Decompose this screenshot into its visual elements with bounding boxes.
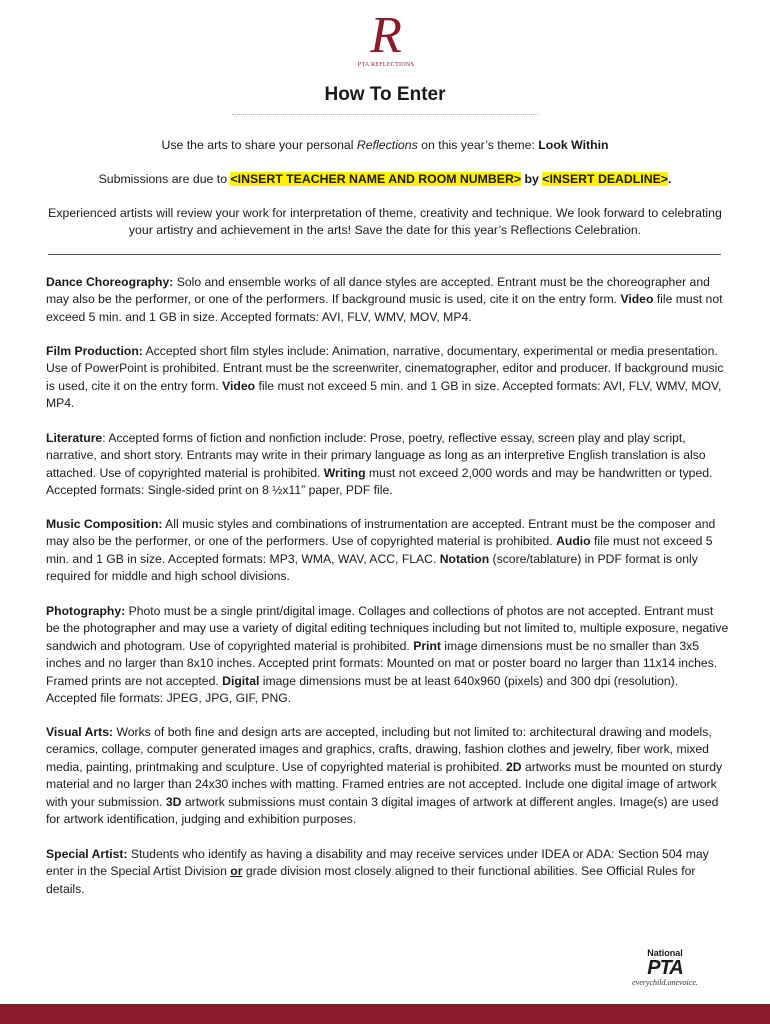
literature-section [46, 430, 730, 500]
music-text-1: All music styles and combinations of instrumentation are accepted. Entrant must be the composer and may also be the performer, or one of the performers. Use of copyrighted material is prohibited. [46, 517, 716, 549]
dance-text-1: Solo and ensemble works of all dance styles are accepted. Entrant must be the choreographer and may also be the performer, or one of the performers. If background music is used, cite it on the entry form. [46, 275, 710, 307]
film-section [46, 343, 730, 413]
literature-text-2: must not exceed 2,000 words and may be handwritten or typed. Accepted formats: Single-sided print on 8 ½x11” paper, PDF file. [46, 465, 713, 498]
theme-middle: on this year’s theme: [417, 138, 539, 152]
music-heading: Music Composition: [46, 517, 163, 531]
photo-text-1: Photo must be a single print/digital image. Collages and collections of photos are not accepted. Entrant must be the photographer and may use a variety of digital editing techniques including but not limited to, multiple exposure, negative sandwich and photogram. Use of copyrighted material is prohibited. [46, 604, 729, 653]
photo-text-3: image dimensions must be at least 640x960 (pixels) and 300 dpi (resolution). Accepted file formats: JPEG, JPG, GIF, PNG. [46, 673, 679, 706]
national-pta-logo [620, 948, 710, 994]
music-section [46, 516, 730, 586]
dance-video-label: Video [620, 292, 654, 307]
photography-section [46, 603, 730, 707]
logo-national-text: National [647, 948, 683, 958]
special-text-1: Students who identify as having a disability and may receive services under IDEA or ADA: Section 504 may enter in the Special Artist Division [46, 847, 709, 879]
pta-reflections-logo [356, 7, 416, 74]
teacher-placeholder: <INSERT TEACHER NAME AND ROOM NUMBER> [230, 172, 522, 186]
dance-heading: Dance Choreography: [46, 275, 174, 289]
special-artist-heading: Special Artist: [46, 847, 128, 861]
literature-heading: Literature [46, 431, 103, 445]
special-or-underline: or [230, 864, 243, 879]
section-divider [48, 254, 721, 255]
film-text-2: file must not exceed 5 min. and 1 GB in size. Accepted formats: AVI, FLV, WMV, MOV, MP4. [46, 378, 722, 411]
due-by: by [521, 172, 543, 186]
footer-bar [0, 1004, 770, 1024]
reflections-r-emblem: R [370, 7, 402, 64]
theme-name: Look Within [538, 138, 609, 152]
visual-text-3: artwork submissions must contain 3 digital images of artwork at different angles. Image(s) are used for artwork identification, judging and exhibition purposes. [46, 794, 719, 827]
due-prefix: Submissions are due to [98, 172, 231, 186]
logo-pta-text: PTA [647, 957, 683, 979]
visual-3d-label: 3D [165, 794, 182, 809]
title-divider [232, 114, 538, 115]
dance-text-2: file must not exceed 5 min. and 1 GB in size. Accepted formats: AVI, FLV, WMV, MOV, MP4. [46, 292, 723, 324]
review-paragraph: Experienced artists will review your work for interpretation of theme, creativity and technique. We look forward to celebrating your artistry and achievement in the arts! Save the date for this year’s Reflections Celebration. [48, 206, 722, 237]
photo-digital-label: Digital [222, 673, 260, 688]
page-title: How To Enter [324, 84, 446, 105]
music-text-3: (score/tablature) in PDF format is only required for middle and high school divisions. [46, 551, 698, 584]
special-artist-section [46, 846, 730, 898]
due-line [40, 171, 730, 188]
music-text-2: file must not exceed 5 min. and 1 GB in size. Accepted formats: MP3, WMA, WAV, ACC, FLAC. [46, 534, 713, 566]
theme-prefix: Use the arts to share your personal [161, 138, 357, 152]
visual-2d-label: 2D [505, 759, 522, 774]
deadline-placeholder: <INSERT DEADLINE> [542, 172, 668, 186]
logo-caption: PTA REFLECTIONS [357, 62, 415, 68]
literature-writing-label: Writing [323, 465, 366, 480]
special-text-2: grade division most closely aligned to their functional abilities. See Official Rules for details. [46, 864, 696, 896]
music-audio-label: Audio [556, 534, 591, 549]
visual-text-2: artworks must be mounted on sturdy material and no larger than 24x30 inches with matting. Framed entries are not accepted. Include one digital image of artwork with your submission. [46, 759, 723, 809]
visual-arts-heading: Visual Arts: [46, 725, 114, 739]
reflections-italic: Reflections [356, 138, 418, 152]
visual-arts-section [46, 724, 730, 828]
literature-text-1: : Accepted forms of fiction and nonfiction include: Prose, poetry, reflective essay, screen play and play script, narrative, and short story. Entrants may write in their primary language as long as an interpretive English translation is also attached. Use of copyrighted material is prohibited. [46, 431, 706, 480]
due-suffix: . [668, 172, 672, 186]
photo-print-label: Print [413, 638, 441, 653]
visual-text-1: Works of both fine and design arts are accepted, including but not limited to: architectural drawing and models, ceramics, collage, computer generated images and graphics, crafts, drawing, fashion clothes and jewelry, fiber work, mixed media, painting, printmaking and sculpture. Use of copyrighted material is prohibited. [46, 725, 712, 774]
film-text-1: Accepted short film styles include: Animation, narrative, documentary, experimental or media presentation. Use of PowerPoint is prohibited. Entrant must be the screenwriter, cinematographer, editor and producer. If background music is used, cite it on the entry form. [46, 344, 724, 393]
photography-heading: Photography: [46, 604, 126, 618]
logo-tagline: everychild.onevoice. [632, 978, 698, 987]
film-video-label: Video [222, 378, 256, 393]
dance-section [46, 274, 730, 326]
photo-text-2: image dimensions must be no smaller than 3x5 inches and no larger than 8x10 inches. Accepted print formats: Mounted on mat or poster board no larger than 11x14 inches. Framed prints are not accepted. [46, 638, 718, 688]
theme-line [40, 137, 730, 154]
music-notation-label: Notation [439, 551, 490, 566]
film-heading: Film Production: [46, 344, 143, 358]
